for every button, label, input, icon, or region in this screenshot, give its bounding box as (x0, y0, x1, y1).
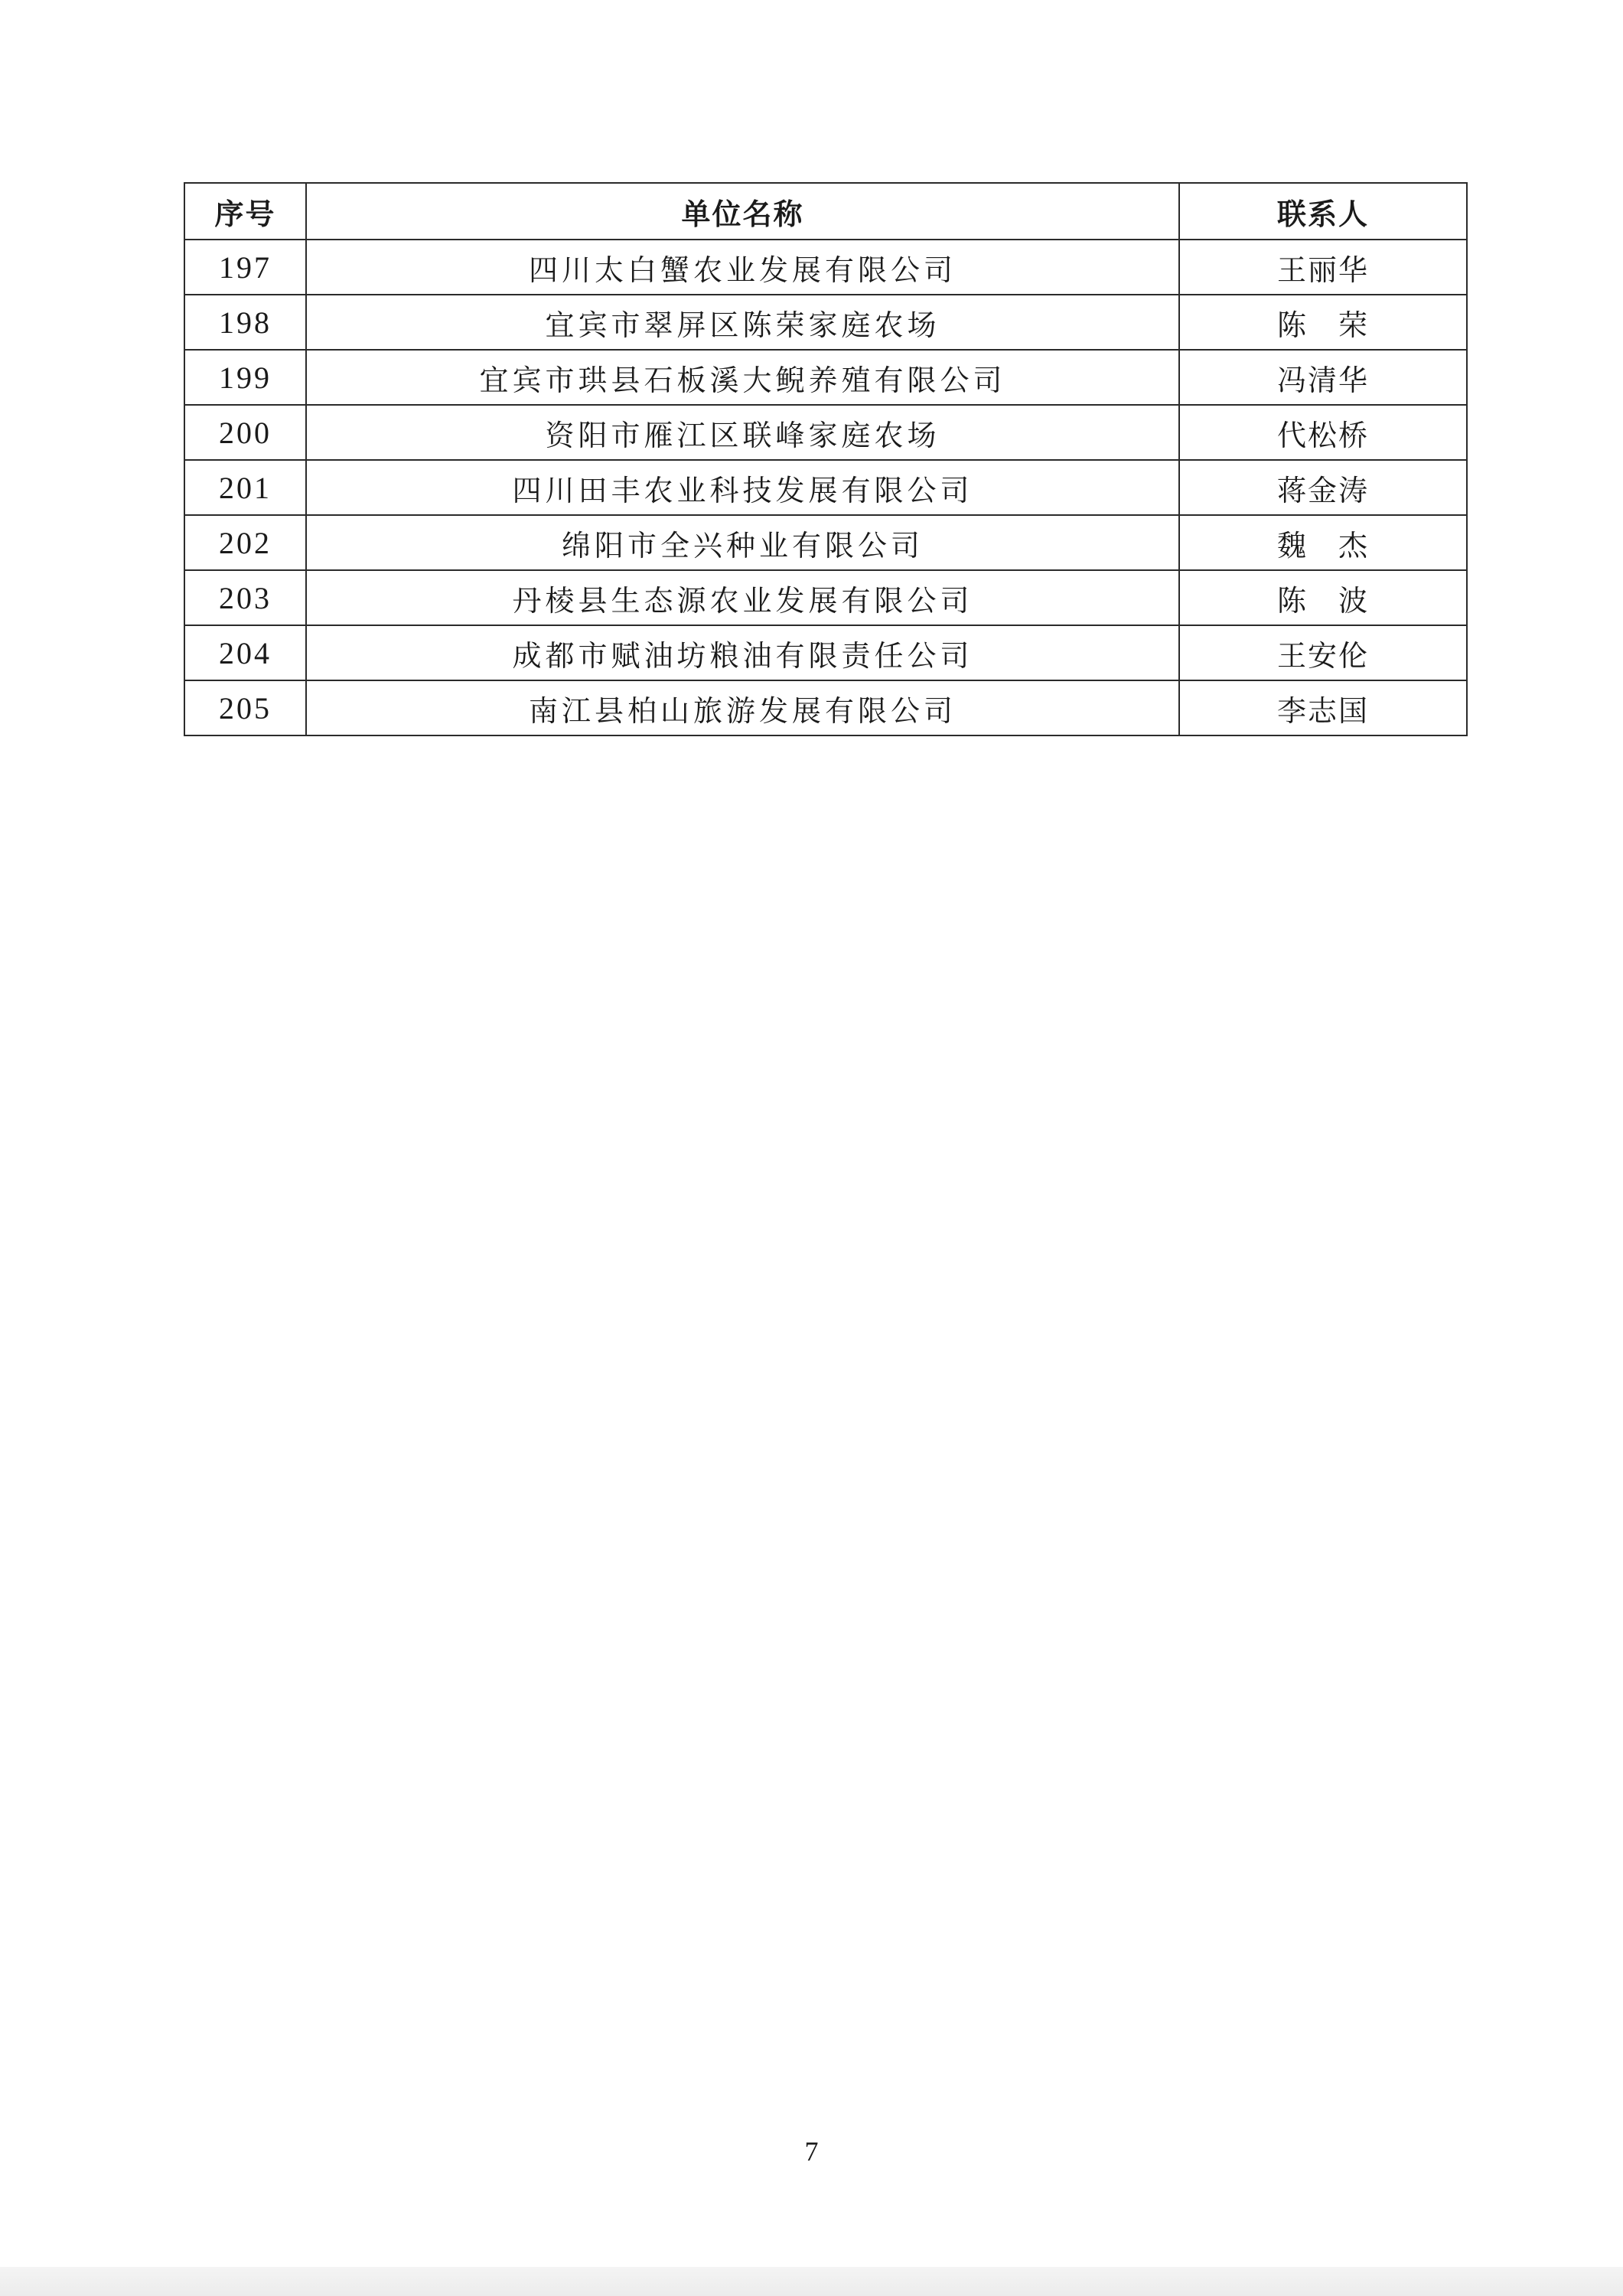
row-unit-name: 宜宾市珙县石板溪大鲵养殖有限公司 (306, 350, 1179, 405)
row-contact: 陈 荣 (1179, 295, 1467, 350)
scan-bottom-edge (0, 2267, 1623, 2296)
table-row (184, 570, 1467, 625)
row-no: 202 (184, 515, 306, 570)
table-row (184, 625, 1467, 680)
row-unit-name: 丹棱县生态源农业发展有限公司 (306, 570, 1179, 625)
row-unit-name: 四川田丰农业科技发展有限公司 (306, 460, 1179, 515)
row-no: 204 (184, 625, 306, 680)
row-no: 203 (184, 570, 306, 625)
row-contact: 蒋金涛 (1179, 460, 1467, 515)
page-number: 7 (804, 2136, 819, 2167)
row-no: 197 (184, 240, 306, 295)
table-row (184, 515, 1467, 570)
row-unit-name: 南江县柏山旅游发展有限公司 (306, 680, 1179, 735)
table-row (184, 240, 1467, 295)
row-unit-name: 四川太白蟹农业发展有限公司 (306, 240, 1179, 295)
table-header-row (184, 183, 1467, 240)
row-no: 201 (184, 460, 306, 515)
row-contact: 李志国 (1179, 680, 1467, 735)
row-contact: 陈 波 (1179, 570, 1467, 625)
table-row (184, 460, 1467, 515)
table-row (184, 680, 1467, 735)
row-unit-name: 成都市赋油坊粮油有限责任公司 (306, 625, 1179, 680)
row-unit-name: 宜宾市翠屏区陈荣家庭农场 (306, 295, 1179, 350)
table-row (184, 350, 1467, 405)
column-header-name: 单位名称 (306, 183, 1179, 240)
row-no: 198 (184, 295, 306, 350)
row-contact: 冯清华 (1179, 350, 1467, 405)
row-unit-name: 资阳市雁江区联峰家庭农场 (306, 405, 1179, 460)
row-no: 199 (184, 350, 306, 405)
row-unit-name: 绵阳市全兴种业有限公司 (306, 515, 1179, 570)
row-contact: 王丽华 (1179, 240, 1467, 295)
row-no: 205 (184, 680, 306, 735)
row-contact: 王安伦 (1179, 625, 1467, 680)
column-header-contact: 联系人 (1179, 183, 1467, 240)
table-row (184, 405, 1467, 460)
table-row (184, 295, 1467, 350)
column-header-no: 序号 (184, 183, 306, 240)
row-contact: 代松桥 (1179, 405, 1467, 460)
row-no: 200 (184, 405, 306, 460)
unit-list-table (184, 182, 1468, 736)
row-contact: 魏 杰 (1179, 515, 1467, 570)
unit-list-table-container (184, 182, 1466, 736)
